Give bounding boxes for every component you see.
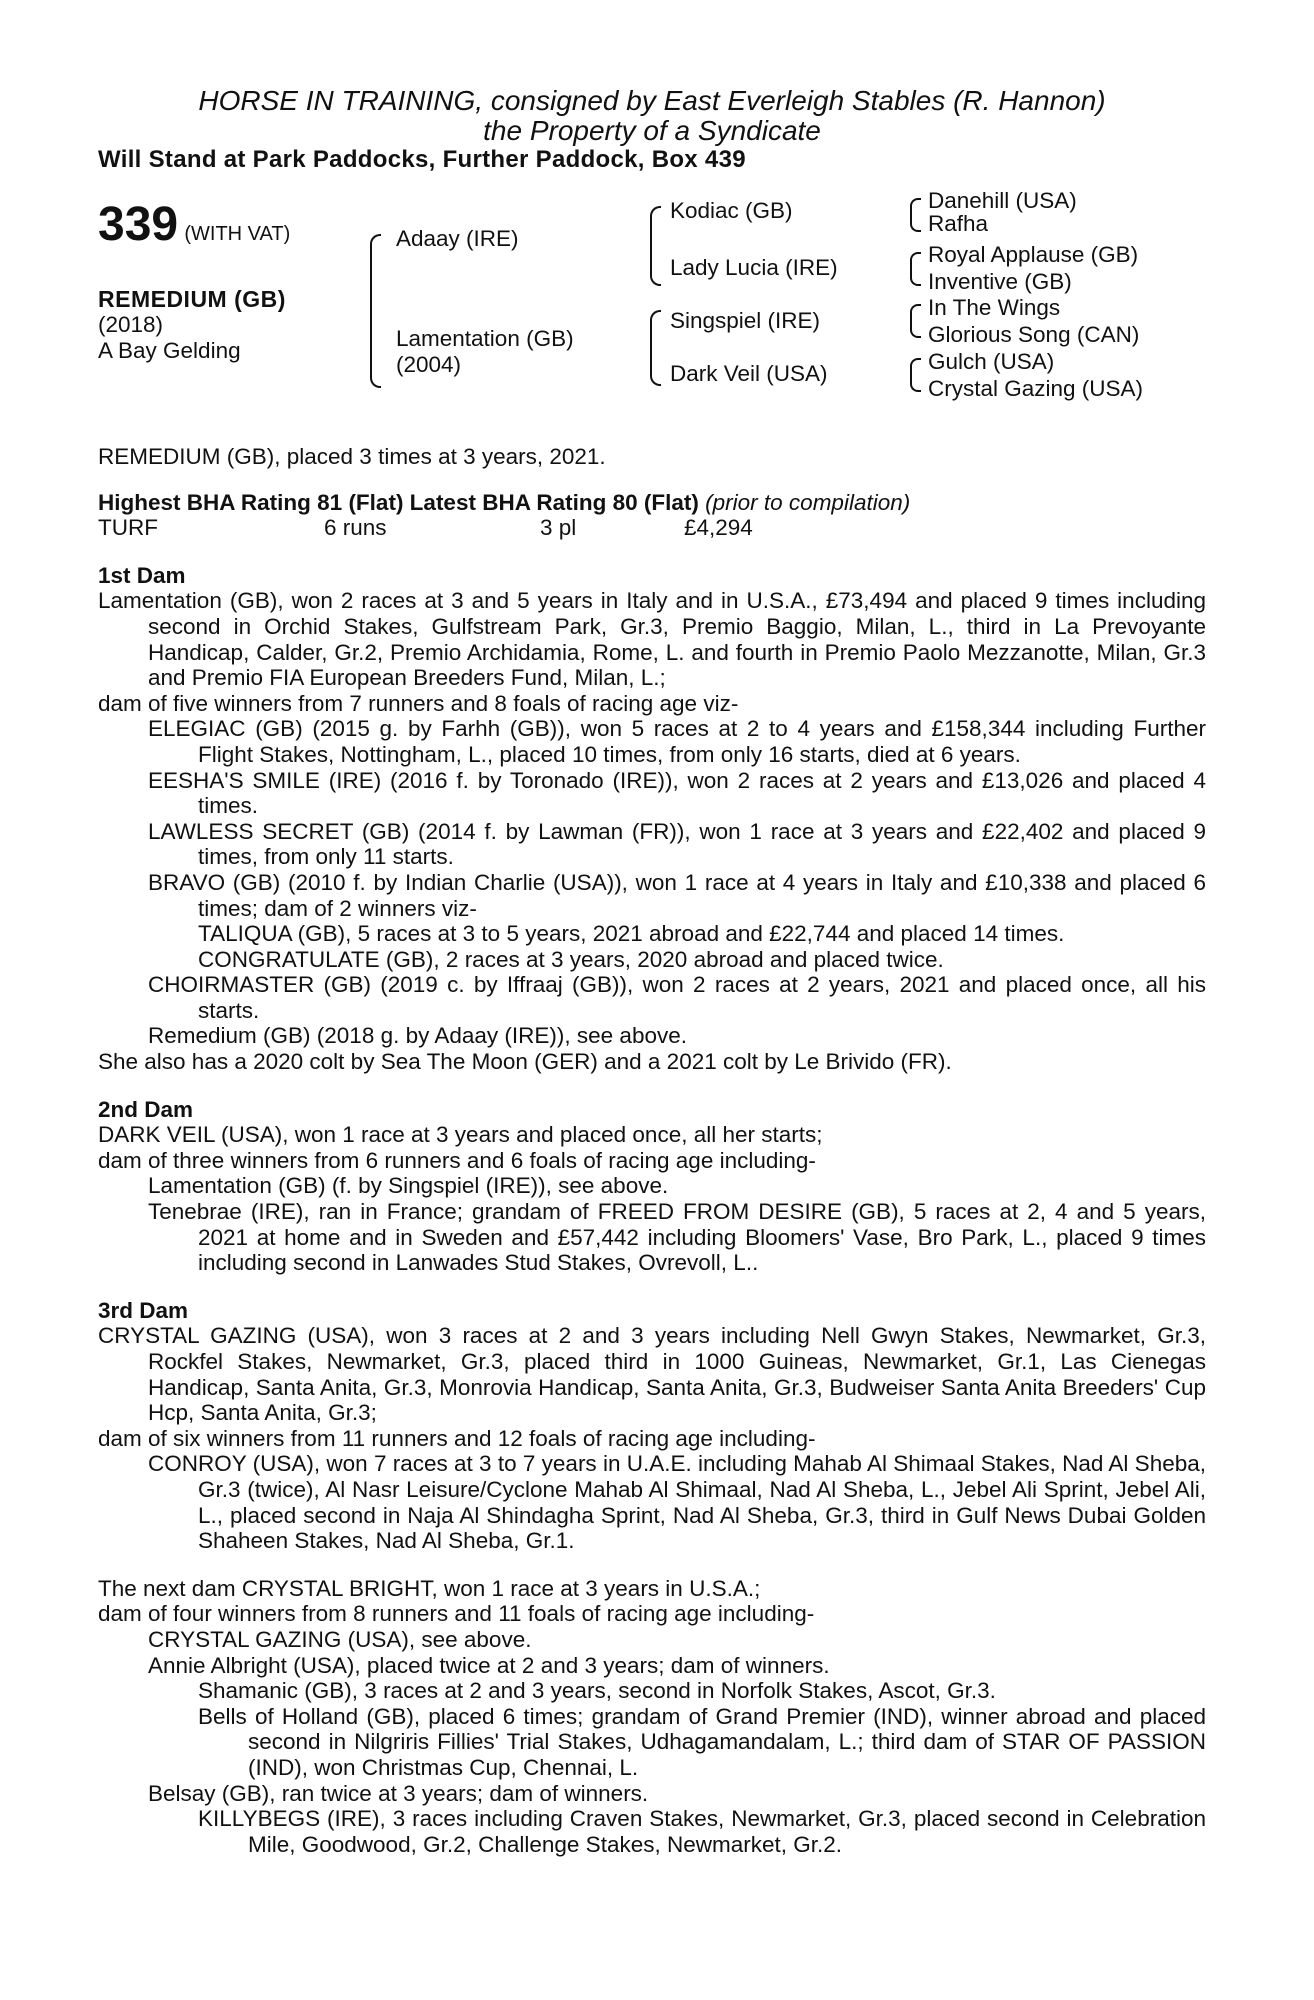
sire-dam-dam: Inventive (GB) <box>928 269 1072 294</box>
dam-dam-sire: Gulch (USA) <box>928 349 1055 374</box>
third-dam-section <box>98 1298 1206 1554</box>
race-summary: REMEDIUM (GB), placed 3 times at 3 years, 2021. <box>98 444 606 469</box>
produce-entry: Lamentation (GB) (f. by Singspiel (IRE)), see above. <box>148 1173 669 1199</box>
lot-number <box>98 200 290 250</box>
dam-record: DARK VEIL (USA), won 1 race at 3 years and placed once, all her starts; <box>98 1122 823 1148</box>
horse-name: REMEDIUM (GB) <box>98 286 286 312</box>
pedigree-brace <box>910 198 921 232</box>
horse-description: A Bay Gelding <box>98 338 241 363</box>
dam-dam-dam: Crystal Gazing (USA) <box>928 376 1144 401</box>
lot-number-value: 339 <box>98 198 179 251</box>
section-heading: 2nd Dam <box>98 1096 194 1122</box>
rating-text: Highest BHA Rating 81 (Flat) Latest BHA Rating 80 (Flat) <box>98 489 699 515</box>
dam-year: (2004) <box>396 352 462 377</box>
sire-sire: Kodiac (GB) <box>670 198 793 223</box>
dam-record: CRYSTAL GAZING (USA), won 3 races at 2 and 3 years including Nell Gwyn Stakes, Newmarket, Gr.3, Rockfel Stakes, Newmarket, Gr.3, placed third in 1000 Guineas, Newmarket, Gr.1, Las Cienegas Handicap, Santa Anita, Gr.3, Monrovia Handicap, Santa Anita, Gr.3, Budweiser Santa Anita Breeders' Cup Hcp, Santa Anita, Gr.3; <box>98 1323 1206 1426</box>
property-line: the Property of a Syndicate <box>483 115 821 146</box>
section-heading: 3rd Dam <box>98 1297 189 1323</box>
produce-entry: TALIQUA (GB), 5 races at 3 to 5 years, 2021 abroad and £22,744 and placed 14 times. <box>198 921 1065 947</box>
pedigree-brace <box>910 252 921 286</box>
sire-sire-sire: Danehill (USA) <box>928 188 1077 213</box>
catalogue-page <box>98 86 1206 1857</box>
horse-year: (2018) <box>98 312 164 337</box>
section-heading: 1st Dam <box>98 562 186 588</box>
produce-summary: dam of three winners from 6 runners and 6 foals of racing age including- <box>98 1147 816 1173</box>
produce-entry: Tenebrae (IRE), ran in France; grandam of FREED FROM DESIRE (GB), 5 races at 2, 4 and 5 years, 2021 at home and in Sweden and £57,442 including Bloomers' Vase, Bro Park, L., placed 9 times including second in Lanwades Stud Stakes, Ovrevoll, L.. <box>148 1199 1206 1276</box>
rating-note: (prior to compilation) <box>705 489 911 515</box>
sire-dam-sire: Royal Applause (GB) <box>928 242 1139 267</box>
sire-sire-dam: Rafha <box>928 211 989 236</box>
produce-entry: Shamanic (GB), 3 races at 2 and 3 years, second in Norfolk Stakes, Ascot, Gr.3. <box>198 1678 996 1704</box>
stabling-line: Will Stand at Park Paddocks, Further Paddock, Box 439 <box>98 146 746 173</box>
pedigree-brace <box>910 358 921 392</box>
produce-entry: EESHA'S SMILE (IRE) (2016 f. by Toronado (IRE)), won 2 races at 2 years and £13,026 and placed 4 times. <box>148 767 1206 819</box>
produce-entry: CONGRATULATE (GB), 2 races at 3 years, 2020 abroad and placed twice. <box>198 946 944 972</box>
turf-stats <box>98 515 1206 541</box>
produce-summary: dam of six winners from 11 runners and 12 foals of racing age including- <box>98 1425 816 1451</box>
produce-entry: CRYSTAL GAZING (USA), see above. <box>148 1626 532 1652</box>
dam: Lamentation (GB) <box>396 326 574 351</box>
surface: TURF <box>98 515 158 541</box>
second-dam-section <box>98 1097 1206 1276</box>
dam-sire-sire: In The Wings <box>928 295 1061 320</box>
produce-entry: BRAVO (GB) (2010 f. by Indian Charlie (USA)), won 1 race at 4 years in Italy and £10,338 and placed 6 times; dam of 2 winners viz- <box>148 869 1206 921</box>
produce-entry: Remedium (GB) (2018 g. by Adaay (IRE)), see above. <box>148 1023 687 1049</box>
pedigree-brace <box>650 310 661 386</box>
produce-entry: CHOIRMASTER (GB) (2019 c. by Iffraaj (GB)), won 2 races at 2 years, 2021 and placed once, all his starts. <box>148 972 1206 1023</box>
produce-summary: dam of five winners from 7 runners and 8 foals of racing age viz- <box>98 690 739 716</box>
produce-entry: KILLYBEGS (IRE), 3 races including Craven Stakes, Newmarket, Gr.3, placed second in Celebration Mile, Goodwood, Gr.2, Challenge Stakes, Newmarket, Gr.2. <box>198 1806 1206 1857</box>
dam-sire-dam: Glorious Song (CAN) <box>928 322 1140 347</box>
produce-entry: Belsay (GB), ran twice at 3 years; dam of winners. <box>148 1780 649 1806</box>
produce-entry: CONROY (USA), won 7 races at 3 to 7 years in U.A.E. including Mahab Al Shimaal Stakes, Nad Al Sheba, Gr.3 (twice), Al Nasr Leisure/Cyclone Mahab Al Shimaal, Nad Al Sheba, L., Jebel Ali Sprint, Jebel Ali, L., placed second in Naja Al Shindagha Sprint, Nad Al Sheba, Gr.3, third in Gulf News Dubai Golden Shaheen Stakes, Nad Al Sheba, Gr.1. <box>148 1451 1206 1554</box>
vat-label: (WITH VAT) <box>184 223 291 245</box>
produce-entry: Annie Albright (USA), placed twice at 2 and 3 years; dam of winners. <box>148 1652 830 1678</box>
dam-dam: Dark Veil (USA) <box>670 361 828 386</box>
sire: Adaay (IRE) <box>396 226 519 251</box>
runs: 6 runs <box>324 515 387 541</box>
produce-entry: ELEGIAC (GB) (2015 g. by Farhh (GB)), won 5 races at 2 to 4 years and £158,344 including Further Flight Stakes, Nottingham, L., placed 10 times, from only 16 starts, died at 6 years. <box>148 716 1206 767</box>
produce-entry: Bells of Holland (GB), placed 6 times; grandam of Grand Premier (IND), winner abroad and placed second in Nilgriris Fillies' Trial Stakes, Udhagamandalam, L.; third dam of STAR OF PASSION (IND), won Christmas Cup, Chennai, L. <box>198 1703 1206 1780</box>
pedigree-brace <box>650 206 661 286</box>
consignor-line: HORSE IN TRAINING, consigned by East Everleigh Stables (R. Hannon) <box>198 85 1106 116</box>
produce-summary: dam of four winners from 8 runners and 11 foals of racing age including- <box>98 1601 815 1627</box>
produce-entry: LAWLESS SECRET (GB) (2014 f. by Lawman (FR)), won 1 race at 3 years and £22,402 and placed 9 times, from only 11 starts. <box>148 818 1206 870</box>
first-dam-section <box>98 563 1206 1075</box>
pedigree-brace <box>370 234 381 388</box>
placed: 3 pl <box>540 515 577 541</box>
sire-dam: Lady Lucia (IRE) <box>670 255 838 280</box>
rating-section <box>98 490 1206 541</box>
pedigree-brace <box>910 304 921 338</box>
pedigree-block <box>98 188 1206 441</box>
horse-info <box>98 286 286 364</box>
dam-record: Lamentation (GB), won 2 races at 3 and 5 years in Italy and in U.S.A., £73,494 and placed 9 times including second in Orchid Stakes, Gulfstream Park, Gr.3, Premio Baggio, Milan, L., third in La Prevoyante Handicap, Calder, Gr.2, Premio Archidamia, Rome, L. and fourth in Premio Paolo Mezzanotte, Milan, Gr.3 and Premio FIA European Breeders Fund, Milan, L.; <box>98 588 1206 691</box>
produce-note: She also has a 2020 colt by Sea The Moon (GER) and a 2021 colt by Le Brivido (FR). <box>98 1049 952 1075</box>
dam-record: The next dam CRYSTAL BRIGHT, won 1 race at 3 years in U.S.A.; <box>98 1575 761 1601</box>
next-dam-section <box>98 1576 1206 1858</box>
dam-sire: Singspiel (IRE) <box>670 308 821 333</box>
prize-money: £4,294 <box>684 515 753 541</box>
